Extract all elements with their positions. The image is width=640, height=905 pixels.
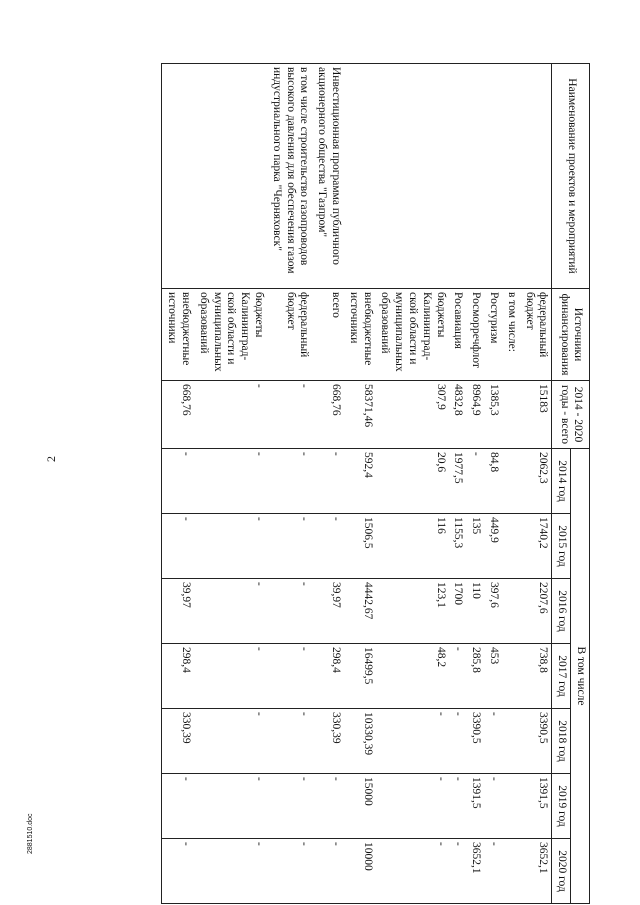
- total-cell: 668,76: [162, 381, 194, 449]
- project-name-cell: [162, 64, 194, 289]
- year-value-cell: 1155,3: [449, 514, 467, 579]
- table-row: [194, 64, 267, 904]
- total-cell: 4832,8: [449, 381, 467, 449]
- year-value-cell: -: [312, 774, 344, 839]
- year-value-cell: [502, 839, 520, 904]
- year-value-cell: -: [162, 774, 194, 839]
- total-cell: 668,76: [312, 381, 344, 449]
- year-value-cell: 1391,5: [466, 774, 484, 839]
- year-value-cell: -: [312, 839, 344, 904]
- year-value-cell: -: [376, 774, 449, 839]
- year-value-cell: 15000: [344, 774, 376, 839]
- year-value-cell: 285,8: [466, 644, 484, 709]
- year-value-cell: -: [376, 709, 449, 774]
- funding-source-cell: Ростуризм: [484, 289, 502, 381]
- year-value-cell: -: [449, 774, 467, 839]
- year-value-cell: -: [449, 839, 467, 904]
- funding-source-cell: Росавиация: [449, 289, 467, 381]
- year-value-cell: -: [162, 839, 194, 904]
- year-value-cell: -: [376, 839, 449, 904]
- header-total: 2014 - 2020 годы - всего: [552, 381, 590, 449]
- header-year: 2018 год: [552, 709, 571, 774]
- total-cell: 58371,46: [344, 381, 376, 449]
- header-source: Источники финансирования: [552, 289, 590, 381]
- year-value-cell: -: [162, 449, 194, 514]
- funding-source-cell: в том числе:: [502, 289, 520, 381]
- funding-source-cell: бюджеты Калининград-ской области и муниципальных образований: [376, 289, 449, 381]
- year-value-cell: 1740,2: [520, 514, 552, 579]
- header-year: 2015 год: [552, 514, 571, 579]
- year-value-cell: 39,97: [162, 579, 194, 644]
- document-id: 2881510.doc: [27, 813, 34, 854]
- year-value-cell: 2062,3: [520, 449, 552, 514]
- project-name-cell: в том числе строительство газопроводов высокого давления для обеспечения газом индустриального парка "Черняховск": [267, 64, 312, 289]
- year-value-cell: -: [194, 774, 267, 839]
- funding-source-cell: Росморречфлот: [466, 289, 484, 381]
- year-value-cell: 1700: [449, 579, 467, 644]
- header-year: 2014 год: [552, 449, 571, 514]
- year-value-cell: [502, 449, 520, 514]
- page-number: 2: [44, 456, 58, 462]
- table-row: [502, 64, 520, 904]
- project-name-cell: [466, 64, 484, 289]
- year-value-cell: -: [267, 644, 312, 709]
- year-value-cell: [502, 644, 520, 709]
- year-value-cell: 3390,5: [466, 709, 484, 774]
- year-value-cell: -: [194, 514, 267, 579]
- year-value-cell: 39,97: [312, 579, 344, 644]
- year-value-cell: 110: [466, 579, 484, 644]
- year-value-cell: -: [267, 514, 312, 579]
- year-value-cell: 397,6: [484, 579, 502, 644]
- year-value-cell: [502, 514, 520, 579]
- year-value-cell: 3390,5: [520, 709, 552, 774]
- year-value-cell: -: [484, 709, 502, 774]
- funding-source-cell: федеральный бюджет: [267, 289, 312, 381]
- year-value-cell: 4442,67: [344, 579, 376, 644]
- year-value-cell: 592,4: [344, 449, 376, 514]
- funding-source-cell: бюджеты Калининград-ской области и муниципальных образований: [194, 289, 267, 381]
- funding-source-cell: внебюджетные источники: [344, 289, 376, 381]
- year-value-cell: -: [312, 449, 344, 514]
- year-value-cell: 84,8: [484, 449, 502, 514]
- year-value-cell: -: [484, 774, 502, 839]
- table-row: [376, 64, 449, 904]
- year-value-cell: 738,8: [520, 644, 552, 709]
- year-value-cell: 135: [466, 514, 484, 579]
- year-value-cell: -: [194, 579, 267, 644]
- year-value-cell: 1506,5: [344, 514, 376, 579]
- table-row: [344, 64, 376, 904]
- year-value-cell: -: [194, 644, 267, 709]
- year-value-cell: [502, 579, 520, 644]
- project-name-cell: [376, 64, 449, 289]
- table-header: [552, 64, 590, 904]
- year-value-cell: -: [449, 644, 467, 709]
- year-value-cell: 10000: [344, 839, 376, 904]
- total-cell: 8964,9: [466, 381, 484, 449]
- project-name-cell: [449, 64, 467, 289]
- year-value-cell: 330,39: [162, 709, 194, 774]
- project-name-cell: Инвестиционная программа публичного акционерного общества "Газпром": [312, 64, 344, 289]
- year-value-cell: -: [194, 839, 267, 904]
- year-value-cell: -: [484, 839, 502, 904]
- year-value-cell: 1391,5: [520, 774, 552, 839]
- year-value-cell: 1977,5: [449, 449, 467, 514]
- table-row: [162, 64, 194, 904]
- total-cell: -: [267, 381, 312, 449]
- year-value-cell: -: [466, 449, 484, 514]
- year-value-cell: 123,1: [376, 579, 449, 644]
- year-value-cell: -: [194, 449, 267, 514]
- project-name-cell: [484, 64, 502, 289]
- year-value-cell: -: [267, 449, 312, 514]
- header-year: 2017 год: [552, 644, 571, 709]
- total-cell: -: [194, 381, 267, 449]
- table-row: [449, 64, 467, 904]
- project-name-cell: [520, 64, 552, 289]
- year-value-cell: 453: [484, 644, 502, 709]
- header-name: Наименование проектов и мероприятий: [552, 64, 590, 289]
- header-group: В том числе: [571, 449, 590, 904]
- funding-source-cell: федеральный бюджет: [520, 289, 552, 381]
- year-value-cell: 298,4: [312, 644, 344, 709]
- financing-table: [161, 63, 590, 904]
- table-row: [484, 64, 502, 904]
- year-value-cell: 2207,6: [520, 579, 552, 644]
- rotated-table-page: [80, 63, 590, 903]
- table-row: [312, 64, 344, 904]
- year-value-cell: 16499,5: [344, 644, 376, 709]
- year-value-cell: -: [162, 514, 194, 579]
- year-value-cell: -: [312, 514, 344, 579]
- total-cell: 15183: [520, 381, 552, 449]
- year-value-cell: 449,9: [484, 514, 502, 579]
- project-name-cell: [194, 64, 267, 289]
- year-value-cell: 3652,1: [520, 839, 552, 904]
- year-value-cell: 3652,1: [466, 839, 484, 904]
- header-year: 2020 год: [552, 839, 571, 904]
- year-value-cell: 330,39: [312, 709, 344, 774]
- header-year: 2016 год: [552, 579, 571, 644]
- project-name-cell: [502, 64, 520, 289]
- table-row: [267, 64, 312, 904]
- table-body: [162, 64, 552, 904]
- table-row: [520, 64, 552, 904]
- total-cell: 307,9: [376, 381, 449, 449]
- year-value-cell: -: [267, 774, 312, 839]
- year-value-cell: -: [267, 839, 312, 904]
- year-value-cell: -: [194, 709, 267, 774]
- year-value-cell: -: [267, 579, 312, 644]
- year-value-cell: -: [449, 709, 467, 774]
- project-name-cell: [344, 64, 376, 289]
- year-value-cell: [502, 709, 520, 774]
- table-row: [466, 64, 484, 904]
- year-value-cell: 10330,39: [344, 709, 376, 774]
- year-value-cell: 20,6: [376, 449, 449, 514]
- year-value-cell: 116: [376, 514, 449, 579]
- year-value-cell: 48,2: [376, 644, 449, 709]
- year-value-cell: 298,4: [162, 644, 194, 709]
- funding-source-cell: всего: [312, 289, 344, 381]
- total-cell: 1385,3: [484, 381, 502, 449]
- funding-source-cell: внебюджетные источники: [162, 289, 194, 381]
- year-value-cell: [502, 774, 520, 839]
- year-value-cell: -: [267, 709, 312, 774]
- header-year: 2019 год: [552, 774, 571, 839]
- total-cell: [502, 381, 520, 449]
